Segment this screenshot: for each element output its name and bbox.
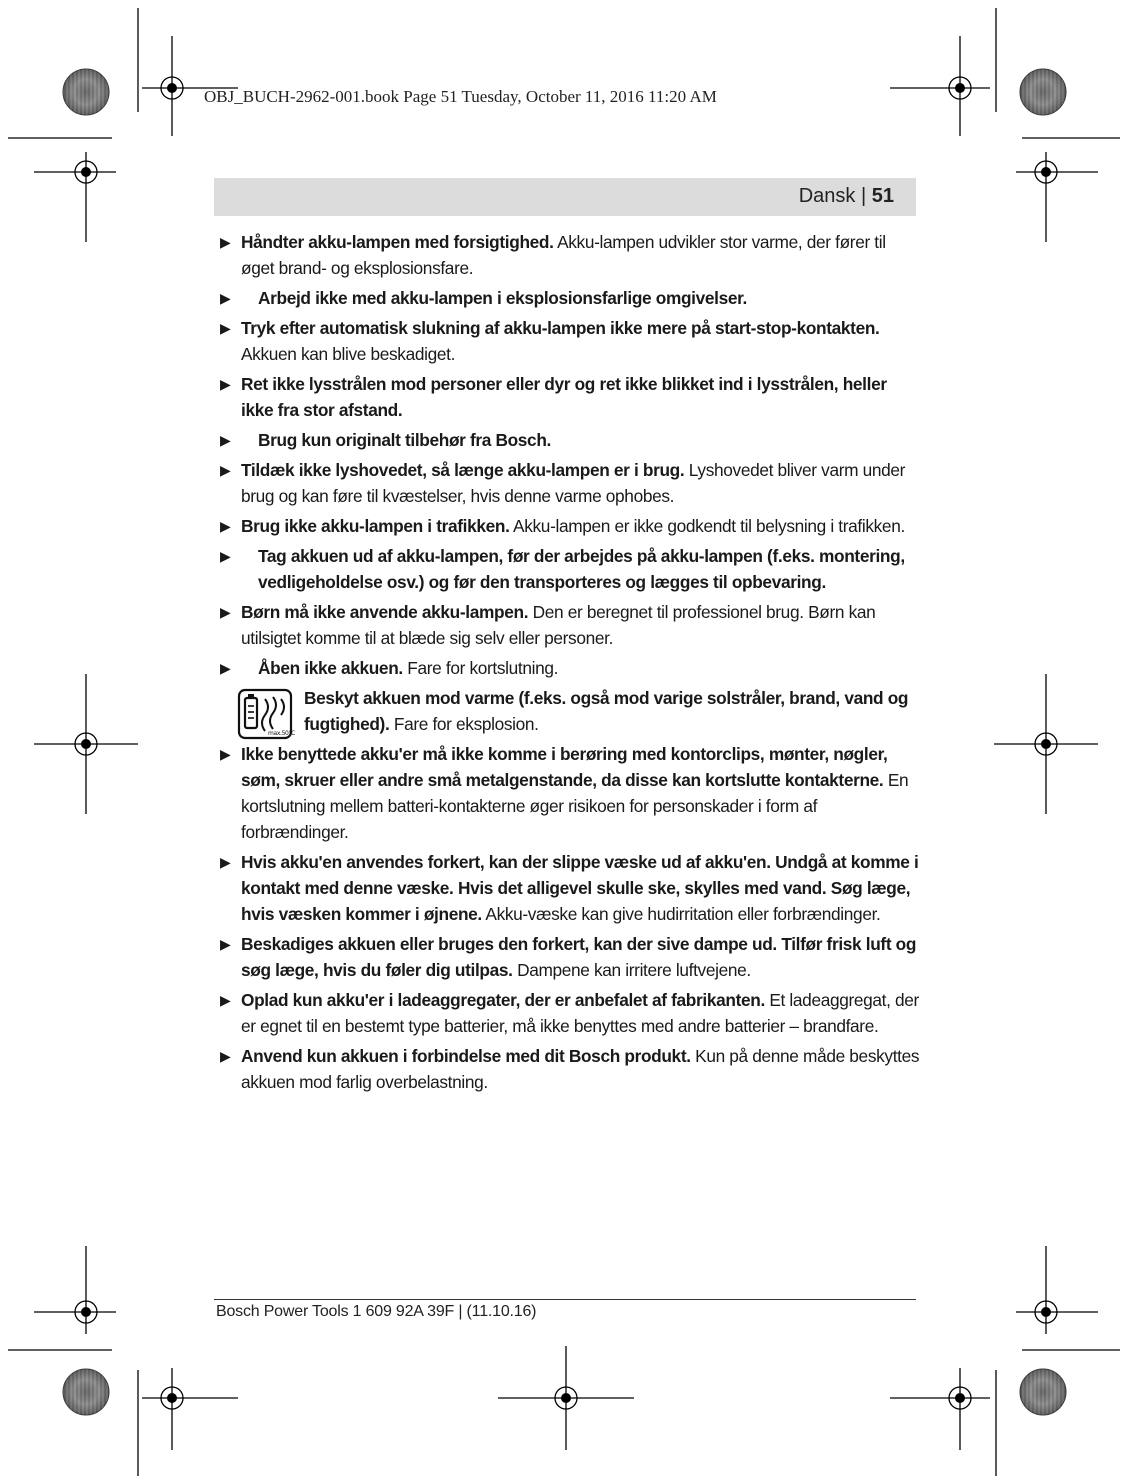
safety-instructions (220, 229, 920, 1099)
list-item: ▶ Beskadiges akkuen eller bruges den forkert, kan der sive dampe ud. Tilfør frisk luft og søg læge, hvis du føler dig utilpas. Dampene kan irritere luftvejene. (220, 931, 920, 983)
footer-rule (214, 1299, 916, 1300)
list-item: max.50°C Beskyt akkuen mod varme (f.eks. også mod varige solstråler, brand, vand og fugtighed). Fare for eksplosion. (220, 685, 920, 737)
page-header (214, 178, 916, 216)
bullet-arrow-icon: ▶ (220, 746, 231, 762)
list-item: ▶ Håndter akku-lampen med forsigtighed. Akku-lampen udvikler stor varme, der fører til øget brand- og eksplosionsfare. (220, 229, 920, 281)
bullet-arrow-icon: ▶ (220, 992, 231, 1008)
list-item: ▶ Ikke benyttede akku'er må ikke komme i berøring med kontorclips, mønter, nøgler, søm, skruer eller andre små metalgenstande, da disse kan kortslutte kontakterne. En kortslutning mellem batteri-kontakterne øger risikoen for personskader i form af forbrændinger. (220, 741, 920, 845)
footer-imprint: Bosch Power Tools 1 609 92A 39F | (11.10.16) (216, 1303, 537, 1320)
list-item: ▶ Arbejd ikke med akku-lampen i eksplosionsfarlige omgivelser. (220, 285, 920, 311)
header-title (799, 185, 894, 208)
bullet-arrow-icon: ▶ (220, 234, 231, 250)
list-item: ▶ Ret ikke lysstrålen mod personer eller dyr og ret ikke blikket ind i lysstrålen, heller ikke fra stor afstand. (220, 371, 920, 423)
bullet-arrow-icon: ▶ (220, 462, 231, 478)
header-language: Dansk (798, 185, 856, 207)
list-item: ▶ Tryk efter automatisk slukning af akku-lampen ikke mere på start-stop-kontakten. Akkuen kan blive beskadiget. (220, 315, 920, 367)
heat-warning-icon (238, 689, 296, 739)
bullet-arrow-icon: ▶ (220, 854, 231, 870)
bullet-arrow-icon: ▶ (220, 376, 231, 392)
list-item: ▶ Tildæk ikke lyshovedet, så længe akku-lampen er i brug. Lyshovedet bliver varm under brug og kan føre til kvæstelser, hvis denne varme ophobes. (220, 457, 920, 509)
list-item: ▶ Hvis akku'en anvendes forkert, kan der slippe væske ud af akku'en. Undgå at komme i kontakt med denne væske. Hvis det alligevel skulle ske, skylles med vand. Søg læge, hvis væsken kommer i øjnene. Akku-væske kan give hudirritation eller forbrændinger. (220, 849, 920, 927)
icon-temp-label: max.50°C (268, 730, 296, 737)
bullet-arrow-icon: ▶ (220, 1048, 231, 1064)
print-slug: OBJ_BUCH-2962-001.book Page 51 Tuesday, October 11, 2016 11:20 AM (204, 87, 717, 106)
list-item: ▶ Brug ikke akku-lampen i trafikken. Akku-lampen er ikke godkendt til belysning i trafikken. (220, 513, 920, 539)
bullet-arrow-icon: ▶ (220, 290, 231, 306)
header-separator: | (855, 185, 872, 207)
bullet-arrow-icon: ▶ (220, 320, 231, 336)
bullet-arrow-icon: ▶ (220, 518, 231, 534)
list-item: ▶ Åben ikke akkuen. Fare for kortslutning. (220, 655, 920, 681)
list-item: ▶ Anvend kun akkuen i forbindelse med dit Bosch produkt. Kun på denne måde beskyttes akkuen mod farlig overbelastning. (220, 1043, 920, 1095)
bullet-arrow-icon: ▶ (220, 660, 231, 676)
bullet-arrow-icon: ▶ (220, 432, 231, 448)
list-item: ▶ Børn må ikke anvende akku-lampen. Den er beregnet til professionel brug. Børn kan utilsigtet komme til at blæde sig selv eller personer. (220, 599, 920, 651)
list-item: ▶ Tag akkuen ud af akku-lampen, før der arbejdes på akku-lampen (f.eks. montering, vedligeholdelse osv.) og før den transporteres og lægges til opbevaring. (220, 543, 920, 595)
bullet-arrow-icon: ▶ (220, 936, 231, 952)
list-item: ▶ Brug kun originalt tilbehør fra Bosch. (220, 427, 920, 453)
list-item: ▶ Oplad kun akku'er i ladeaggregater, der er anbefalet af fabrikanten. Et ladeaggregat, der er egnet til en bestemt type batterier, må ikke benyttes med andre batterier – brandfare. (220, 987, 920, 1039)
page-number: 51 (871, 185, 894, 207)
bullet-arrow-icon: ▶ (220, 548, 231, 564)
bullet-arrow-icon: ▶ (220, 604, 231, 620)
